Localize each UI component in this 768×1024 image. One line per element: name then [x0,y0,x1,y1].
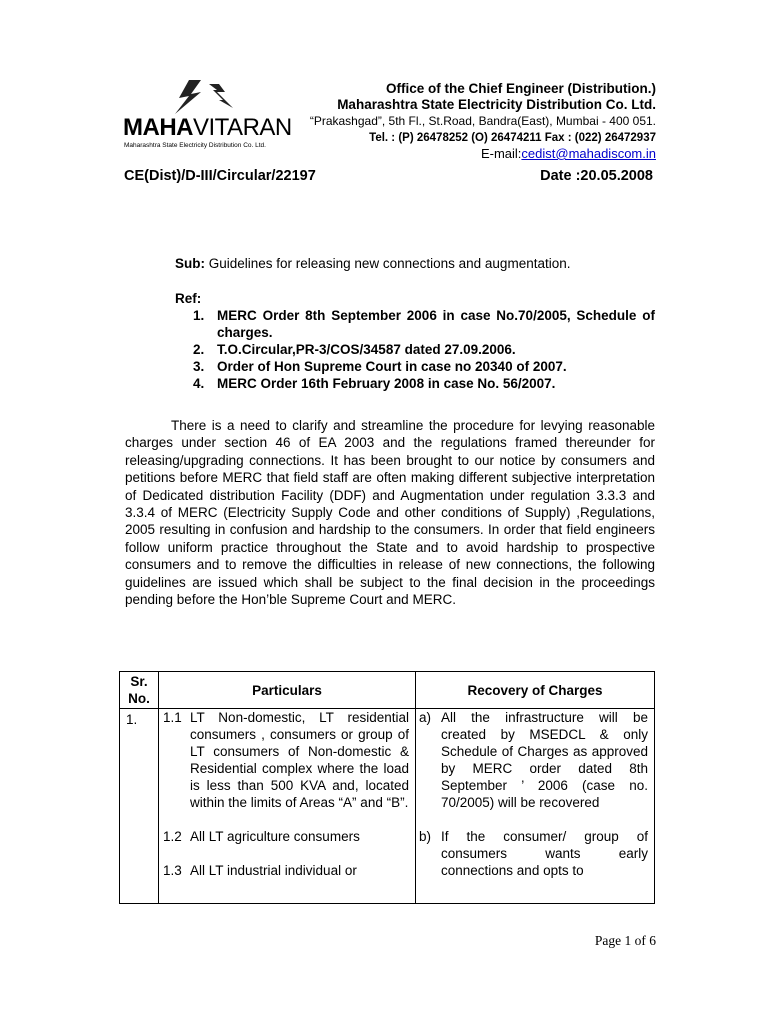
reference-text: MERC Order 16th February 2008 in case No. 56/2007. [217,376,556,391]
logo-wordmark [123,116,292,140]
recovery-key: b) [419,829,432,844]
reference-number: 2. [193,342,205,357]
particular-key: 1.2 [163,829,182,844]
circular-date: Date :20.05.2008 [540,168,653,184]
office-title: Office of the Chief Engineer (Distribution.) [386,81,656,96]
recovery-text: All the infrastructure will be created by MSEDCL & only Schedule of Charges as approved by MERC order dated 8th September ’ 2006 (case no. 70/2005) will be recovered [441,710,648,810]
email-line [481,146,656,162]
logo-word-maha: MAHA [123,114,193,141]
office-address: “Prakashgad”, 5th Fl., St.Road, Bandra(East), Mumbai - 400 051. [309,114,656,128]
references-list [193,307,655,392]
reference-text: MERC Order 8th September 2006 in case No.70/2005, Schedule of charges. [217,308,655,340]
header-recovery: Recovery of Charges [416,672,655,709]
body-paragraph: There is a need to clarify and streamline the procedure for levying reasonable charges under section 46 of EA 2003 and the regulations framed thereunder for releasing/upgrading connections. It has been brought to our notice by consumers and petitions before MERC that field staff are often making different subjective interpretation of Dedicated distribution Facility (DDF) and Augmentation under regulation 3.3.3 and 3.3.4 of MERC (Electricity Supply Code and other conditions of Supply) ,Regulations, 2005 resulting in confusion and hardship to the consumers. In order that field engineers follow uniform practice throughout the State and to avoid hardship to prospective consumers and to remove the difficulties in release of new connections, the following guidelines are issued which shall be subject to the final decision in the proceedings pending before the Hon’ble Supreme Court and MERC. [125,418,655,608]
references-label: Ref: [175,291,202,306]
email-link[interactable]: cedist@mahadiscom.in [521,146,656,161]
subject-label: Sub: [175,256,205,271]
header-particulars: Particulars [159,672,416,709]
company-name: Maharashtra State Electricity Distribution Co. Ltd. [337,97,656,112]
header-sr-no: Sr. No. [120,672,159,709]
particular-key: 1.3 [163,863,182,878]
row-recovery [416,709,655,904]
particular-item [159,709,415,811]
particular-text: All LT agriculture consumers [190,829,360,844]
reference-number: 3. [193,359,205,374]
reference-number: 4. [193,376,205,391]
reference-number: 1. [193,308,205,323]
table-row [120,709,655,904]
reference-item [193,358,655,375]
charges-table [119,671,655,904]
recovery-item [416,709,654,811]
reference-text: T.O.Circular,PR-3/COS/34587 dated 27.09.2006. [217,342,516,357]
reference-item [193,341,655,358]
subject-line [175,256,570,271]
logo-word-vitaran: VITARAN [193,114,292,141]
circular-number: CE(Dist)/D-III/Circular/22197 [124,168,316,184]
subject-text: Guidelines for releasing new connections and augmentation. [205,256,571,271]
recovery-text: If the consumer/ group of consumers wants early connections and opts to [441,829,648,878]
reference-item [193,375,655,392]
reference-item [193,307,655,341]
particular-key: 1.1 [163,710,182,725]
page-number: Page 1 of 6 [594,933,656,948]
row-sr-no: 1. [120,709,159,904]
contact-numbers: Tel. : (P) 26478252 (O) 26474211 Fax : (022) 26472937 [369,132,656,144]
particular-text: All LT industrial individual or [190,863,357,878]
particular-item [159,862,415,879]
company-logo [121,78,293,158]
lightning-bolt-icon [171,78,243,116]
particular-text: LT Non-domestic, LT residential consumers , consumers or group of LT consumers of Non-domestic & Residential complex where the load is less than 500 KVA and, located within the limits of Areas “A” and “B”. [190,710,409,810]
particular-item [159,828,415,845]
row-particulars [159,709,416,904]
table-header-row [120,672,655,709]
logo-tagline: Maharashtra State Electricity Distribution Co. Ltd. [124,142,266,149]
reference-text: Order of Hon Supreme Court in case no 20340 of 2007. [217,359,567,374]
email-label: E-mail: [480,146,522,161]
recovery-key: a) [419,710,432,725]
recovery-item [416,828,654,879]
